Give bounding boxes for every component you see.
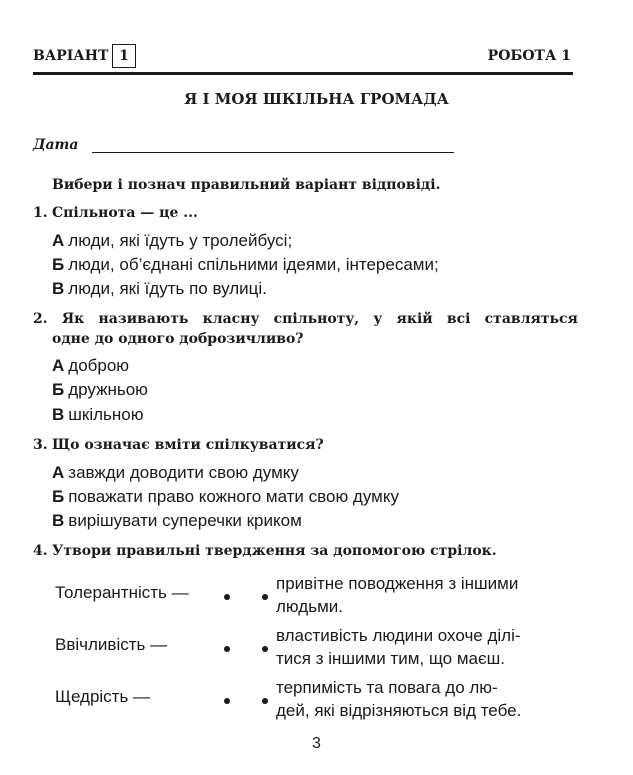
question-4: [33, 541, 497, 561]
term-generosity: Щедрість —: [55, 687, 151, 706]
definition-dot[interactable]: [262, 646, 268, 652]
variant-number-box: 1: [112, 44, 136, 68]
option-text: люди, які їдуть у тролейбусі;: [68, 231, 293, 250]
option-2c[interactable]: [52, 403, 144, 427]
question-word: називають: [98, 311, 189, 327]
option-text: доброю: [68, 356, 130, 375]
option-letter: А: [52, 463, 65, 482]
option-letter: В: [52, 511, 65, 530]
option-1b[interactable]: [52, 253, 439, 277]
option-3c[interactable]: [52, 509, 302, 533]
definition-line: тися з іншими тим, що маєш.: [276, 649, 506, 668]
definition-line: людьми.: [276, 597, 343, 616]
option-text: шкільною: [68, 405, 144, 424]
variant-label: ВАРІАНТ: [33, 48, 109, 64]
option-text: поважати право кожного мати свою думку: [68, 487, 399, 506]
definition-2: [276, 624, 581, 670]
option-text: завжди доводити свою думку: [68, 463, 299, 482]
option-1c[interactable]: [52, 277, 267, 301]
page-title: Я І МОЯ ШКІЛЬНА ГРОМАДА: [184, 90, 449, 108]
term-dot[interactable]: [224, 594, 230, 600]
term-politeness: Ввічливість —: [55, 635, 168, 654]
option-2a[interactable]: [52, 354, 129, 378]
option-letter: Б: [52, 487, 65, 506]
question-word: у: [373, 311, 383, 327]
option-2b[interactable]: [52, 378, 148, 402]
definition-line: дей, які відрізняються від тебе.: [276, 701, 522, 720]
question-number: 3.: [33, 437, 48, 453]
option-text: люди, які їдуть по вулиці.: [68, 279, 267, 298]
option-3b[interactable]: [52, 485, 399, 509]
question-number: 1.: [33, 205, 48, 221]
question-text-line2: одне до одного доброзичливо?: [52, 331, 304, 347]
page-number: 3: [312, 735, 321, 752]
definition-line: терпимість та повага до лю-: [276, 678, 498, 697]
header-rule: [33, 72, 573, 75]
work-label: РОБОТА 1: [487, 48, 571, 64]
option-1a[interactable]: [52, 229, 292, 253]
date-line[interactable]: [92, 152, 454, 153]
date-label: Дата: [33, 137, 79, 153]
question-number: 2.: [33, 311, 48, 327]
definition-line: властивість людини охоче ділі-: [276, 626, 521, 645]
definition-3: [276, 676, 581, 722]
definition-1: [276, 572, 581, 618]
question-word: всі: [446, 311, 471, 327]
question-1: [33, 203, 198, 223]
question-word: класну: [202, 311, 260, 327]
definition-dot[interactable]: [262, 698, 268, 704]
question-word: Як: [61, 311, 85, 327]
option-text: вирішувати суперечки криком: [68, 511, 302, 530]
question-3: [33, 435, 324, 455]
option-letter: Б: [52, 380, 65, 399]
option-letter: А: [52, 356, 65, 375]
option-letter: В: [52, 279, 65, 298]
term-dot[interactable]: [224, 646, 230, 652]
option-letter: В: [52, 405, 65, 424]
definition-dot[interactable]: [262, 594, 268, 600]
question-2: [33, 309, 578, 349]
question-word: ставляться: [484, 311, 578, 327]
question-text: Утвори правильні твердження за допомогою стрілок.: [52, 543, 497, 559]
term-dot[interactable]: [224, 698, 230, 704]
option-text: люди, об’єднані спільними ідеями, інтересами;: [68, 255, 439, 274]
term-tolerance: Толерантність —: [55, 583, 189, 602]
question-number: 4.: [33, 543, 48, 559]
option-letter: А: [52, 231, 65, 250]
option-letter: Б: [52, 255, 65, 274]
instruction: Вибери і познач правильний варіант відповіді.: [52, 177, 441, 193]
option-3a[interactable]: [52, 461, 299, 485]
definition-line: привітне поводження з іншими: [276, 574, 519, 593]
question-word: якій: [396, 311, 433, 327]
question-word: спільноту,: [273, 311, 360, 327]
question-text: Що означає вміти спілкуватися?: [52, 437, 324, 453]
option-text: дружньою: [68, 380, 148, 399]
question-text: Спільнота — це ...: [52, 205, 198, 221]
